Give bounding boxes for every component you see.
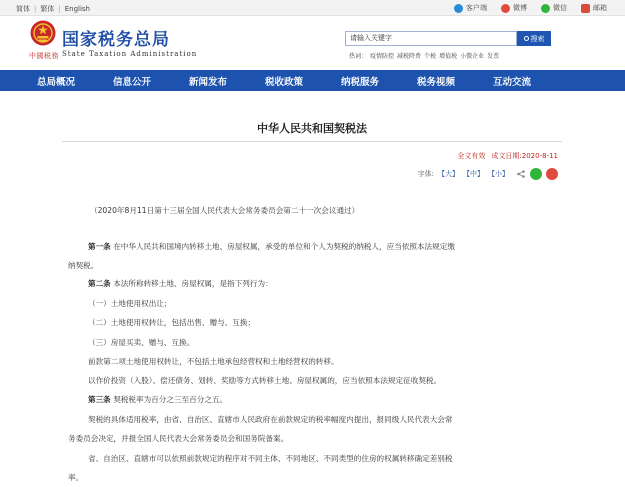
- hot-word-link[interactable]: 个税: [424, 53, 437, 60]
- weibo-icon: [501, 4, 510, 13]
- article-1-body: 在中华人民共和国境内转移土地、房屋权属，承受的单位和个人为契税的纳税人，应当依照本法规定缴: [113, 242, 455, 251]
- mobile-icon: [454, 4, 463, 13]
- weibo-share-icon[interactable]: [546, 168, 558, 180]
- list-item: （三）房屋买卖、赠与、互换。: [88, 338, 195, 347]
- divider: |: [34, 5, 37, 13]
- list-item: （二）土地使用权转让，包括出售、赠与、互换；: [88, 318, 256, 327]
- nav-item-video[interactable]: 税务视频: [416, 76, 455, 88]
- article-meta: [457, 151, 558, 161]
- search-button[interactable]: [517, 31, 551, 46]
- hot-words-label: 热词：: [349, 53, 368, 60]
- mail-icon: [581, 4, 590, 13]
- hot-word-link[interactable]: 小微企业: [460, 53, 485, 60]
- emblem-caption: 中國税務: [29, 52, 59, 60]
- site-title[interactable]: 国家税务总局: [62, 30, 170, 50]
- article-3: [62, 393, 562, 406]
- national-emblem-icon[interactable]: [29, 20, 57, 47]
- hot-word-link[interactable]: 增值税: [439, 53, 458, 60]
- nav-item-interaction[interactable]: 互动交流: [492, 76, 531, 88]
- preamble: （2020年8月11日第十三届全国人民代表大会常务委员会第二十一次会议通过）: [90, 206, 360, 215]
- weibo-link[interactable]: [501, 3, 527, 13]
- paragraph: 契税的具体适用税率，由省、自治区、直辖市人民政府在前款规定的税率幅度内提出，报同级人民代表大会常: [88, 415, 453, 424]
- divider: |: [58, 5, 61, 13]
- font-size-label: 字体:: [417, 170, 434, 178]
- article-tools: [418, 168, 558, 180]
- article-2: [62, 277, 562, 290]
- article-2-head: 第二条: [88, 279, 111, 288]
- paragraph: 省、自治区、直辖市可以依照前款规定的程序对不同主体、不同地区、不同类型的住房的权属转移确定差别税: [88, 454, 453, 463]
- lang-simplified-link[interactable]: 简体: [16, 5, 30, 13]
- nav-item-overview[interactable]: 总局概况: [36, 76, 75, 88]
- nav-item-news[interactable]: 新闻发布: [188, 76, 227, 88]
- paragraph: 以作价投资（入股）、偿还债务、划转、奖励等方式转移土地、房屋权属的，应当依照本法规定征收契税。: [88, 376, 442, 385]
- paragraph: 务委员会决定，并报全国人民代表大会常务委员会和国务院备案。: [68, 434, 289, 443]
- hot-word-link[interactable]: 发票: [487, 53, 500, 60]
- site-subtitle: State Taxation Administration: [62, 50, 198, 58]
- font-size-medium[interactable]: 【中】: [463, 170, 484, 178]
- lang-english-link[interactable]: English: [64, 5, 90, 13]
- site-header: [0, 17, 625, 67]
- wechat-label: 微信: [553, 4, 567, 12]
- title-divider: [62, 141, 562, 142]
- article-2-body: 本法所称转移土地、房屋权属，是指下列行为：: [113, 279, 273, 288]
- search-icon: [524, 36, 529, 41]
- share-icon[interactable]: [517, 170, 525, 178]
- list-item: （一）土地使用权出让；: [88, 299, 172, 308]
- paragraph: 率。: [68, 473, 84, 482]
- wechat-link[interactable]: [541, 3, 567, 13]
- lang-traditional-link[interactable]: 繁体: [40, 5, 55, 13]
- article-3-head: 第三条: [88, 395, 111, 404]
- nav-item-disclosure[interactable]: 信息公开: [112, 76, 151, 88]
- font-size-large[interactable]: 【大】: [438, 170, 459, 178]
- mail-link[interactable]: [581, 3, 607, 13]
- written-date: 成文日期:2020-8-11: [491, 152, 558, 160]
- paragraph: 前款第二项土地使用权转让，不包括土地承包经营权和土地经营权的转移。: [88, 357, 339, 366]
- search-button-label: 搜索: [530, 34, 545, 43]
- nav-item-policy[interactable]: 税收政策: [264, 76, 303, 88]
- article-title: 中华人民共和国契税法: [257, 122, 367, 135]
- search-input[interactable]: 请输入关键字: [345, 31, 517, 46]
- validity-status: 全文有效: [457, 152, 486, 160]
- hot-word-link[interactable]: 减税降费: [397, 53, 422, 60]
- hot-word-link[interactable]: 疫情防控: [370, 53, 395, 60]
- wechat-icon: [541, 4, 550, 13]
- wechat-share-icon[interactable]: [530, 168, 542, 180]
- article-1-head: 第一条: [88, 242, 111, 251]
- top-utility-bar: [0, 0, 625, 16]
- hot-words: [349, 51, 502, 60]
- client-label: 客户端: [466, 4, 487, 12]
- top-links: [440, 3, 607, 13]
- weibo-label: 微博: [513, 4, 527, 12]
- nav-item-service[interactable]: 纳税服务: [340, 76, 379, 88]
- client-link[interactable]: [454, 3, 487, 13]
- language-switcher: [16, 4, 90, 14]
- mail-label: 邮箱: [593, 4, 607, 12]
- font-size-small[interactable]: 【小】: [488, 170, 509, 178]
- article-1-cont: 纳契税。: [68, 261, 99, 270]
- article-3-body: 契税税率为百分之三至百分之五。: [113, 395, 228, 404]
- main-nav: [0, 70, 625, 91]
- article-1: [62, 240, 562, 253]
